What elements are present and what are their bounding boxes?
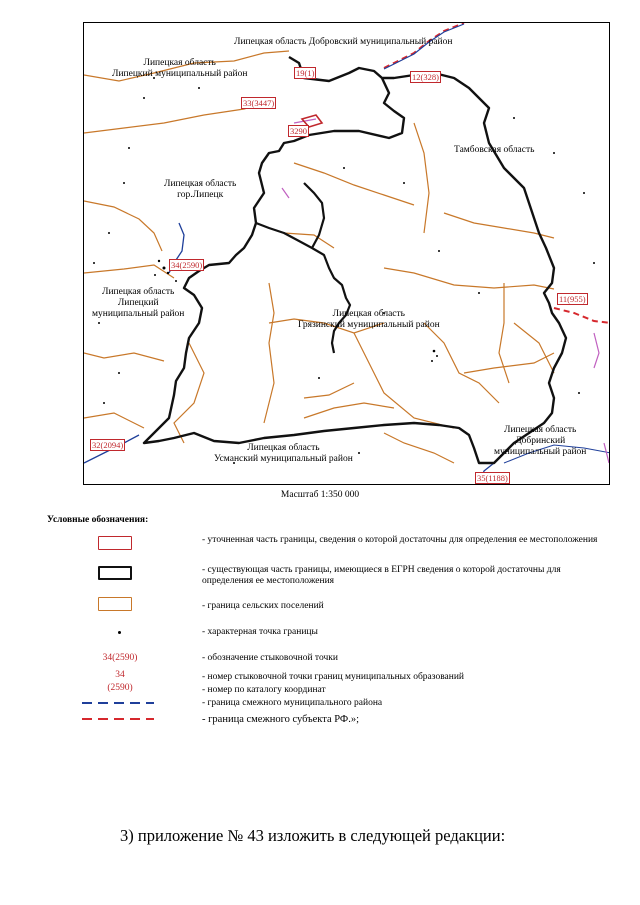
label-lipetsky-district-top: Липецкая область Липецкий муниципальный район [112,58,248,79]
label-dobrovsky-district: Липецкая область Добровский муниципальный район [234,37,453,47]
legend-swatch-subject-dash [82,715,154,723]
legend-sample-catalog: (2590) [107,683,133,693]
legend-text-point: - характерная точка границы [202,627,318,637]
settlement-boundaries [84,51,554,463]
legend-text-number: - номер стыковочной точки границ муниципальных образований [202,672,465,682]
main-boundary [144,57,566,463]
junction-point-35-1188: 35(1188) [477,473,508,483]
junction-point-32-2094: 32(2094) [92,440,124,450]
junction-point-11-955: 11(955) [559,294,586,304]
label-tambov-region: Тамбовская область [454,145,535,155]
label-usmansky-district: Липецкая область Усманский муниципальный район [214,443,353,464]
legend-title: Условные обозначения: [47,515,149,525]
document-paragraph: 3) приложение № 43 изложить в следующей редакции: [120,826,506,845]
legend-swatch-settlement [98,597,132,611]
map-frame [83,22,610,485]
legend-swatch-existing [98,566,132,580]
subject-boundary-right [554,308,610,323]
label-lipetsky-district-left: Липецкая область Липецкий муниципальный район [92,287,185,319]
legend-text-catalog: - номер по каталогу координат [202,685,326,695]
junction-point-34-2590: 34(2590) [171,260,203,270]
junction-point-12-328: 12(328) [412,72,439,82]
legend-text-existing: - существующая часть границы, имеющиеся в ЕГРН сведения о которой достаточны для определения ее местоположения [202,565,561,586]
map-scale: Масштаб 1:350 000 [280,490,360,500]
legend-text-municipal: - граница смежного муниципального района [202,698,383,708]
map-canvas [84,23,610,485]
label-dobrinsky-district: Липецкая область Добринский муниципальный район [494,425,587,457]
legend-text-settlement: - граница сельских поселений [202,601,324,611]
legend-sample-junction: 34(2590) [102,653,138,663]
junction-point-33-3447: 33(3447) [243,98,275,108]
junction-point-3290: 3290 [290,126,307,136]
label-lipetsk-city: Липецкая область гор.Липецк [164,179,237,200]
legend-text-refined: - уточненная часть границы, сведения о которой достаточны для определения ее местоположения [202,535,598,545]
legend-text-junction: - обозначение стыковочной точки [202,653,338,663]
legend-swatch-refined [98,536,132,550]
label-gryazinsky-district: Липецкая область Грязинский муниципальный район [298,309,440,330]
legend-text-subject: - граница смежного субъекта РФ.»; [202,714,360,725]
legend-sample-number: 34 [115,670,125,680]
junction-point-19-1: 19(1) [296,68,315,78]
legend-point-marker [118,631,121,634]
legend-swatch-municipal-dash [82,699,154,707]
